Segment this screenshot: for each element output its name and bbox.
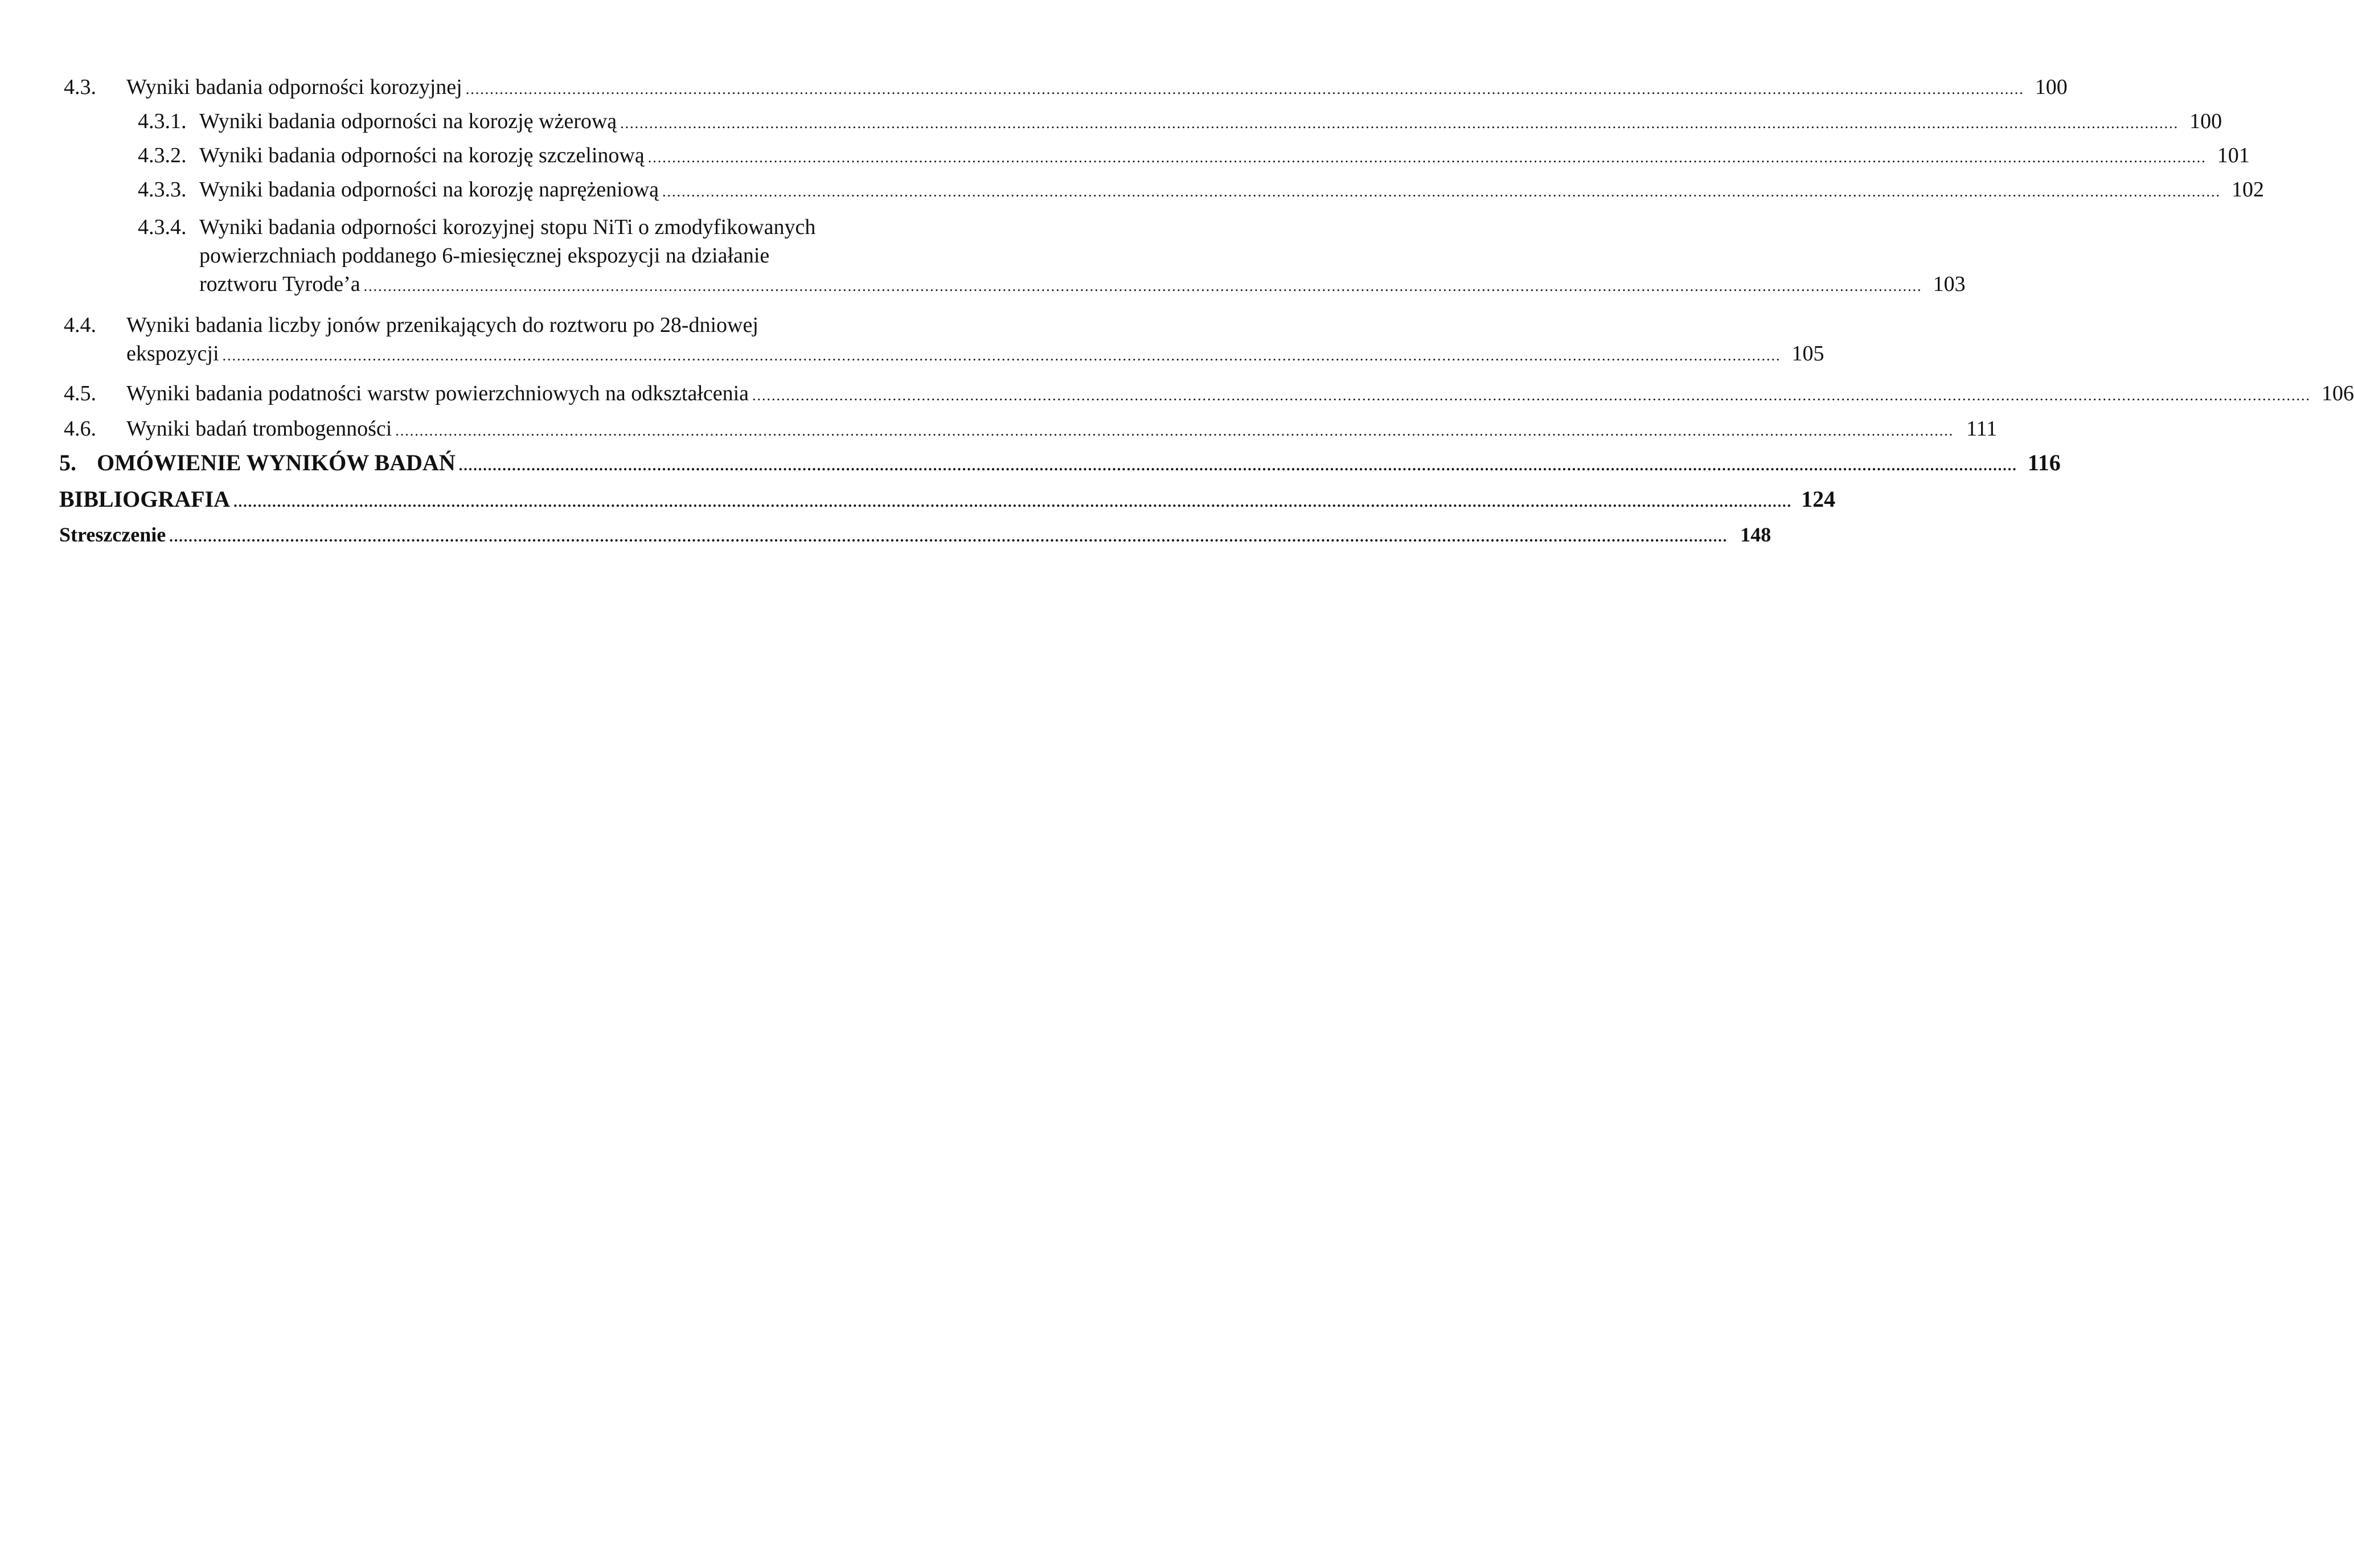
toc-entry-4-5[interactable] (64, 379, 2354, 410)
dot-leader (233, 488, 1792, 516)
dot-leader (620, 109, 2179, 138)
toc-entry-title: Wyniki badania podatności warstw powierzchniowych na odkształcenia (126, 381, 749, 405)
toc-entry-number: 4.6. (64, 417, 96, 441)
toc-entry-number: 4.3.1. (138, 109, 187, 133)
toc-entry-bibliografia[interactable] (59, 485, 1836, 516)
toc-entry-title-line-1: Wyniki badania odporności korozyjnej stopu NiTi o zmodyfikowanych (199, 215, 816, 239)
toc-entry-title-line-2: ekspozycji (126, 342, 219, 366)
toc-entry-title: Wyniki badań trombogenności (126, 417, 392, 441)
toc-entry-number: 4.3. (64, 75, 96, 99)
dot-leader (662, 178, 2221, 206)
dot-leader (169, 523, 1728, 551)
dot-leader (395, 417, 1954, 445)
toc-entry-4-3-1[interactable] (138, 107, 2222, 138)
toc-entry-4-3-4[interactable] (138, 213, 1966, 301)
toc-entry-4-6[interactable] (64, 414, 1998, 445)
toc-entry-page: 148 (1740, 523, 1771, 546)
toc-entry-4-3[interactable] (64, 73, 2068, 104)
toc-entry-title: BIBLIOGRAFIA (59, 486, 231, 512)
toc-entry-title: OMÓWIENIE WYNIKÓW BADAŃ (97, 450, 456, 475)
toc-entry-title-line-3: roztworu Tyrode’a (199, 272, 360, 296)
toc-entry-number: 4.5. (64, 381, 96, 405)
dot-leader (752, 381, 2311, 410)
toc-entry-page: 100 (2035, 75, 2068, 99)
toc-entry-title-line-2: powierzchniach poddanego 6-miesięcznej ekspozycji na działanie (199, 244, 770, 268)
toc-entry-page: 103 (1933, 272, 1966, 296)
toc-entry-title: Wyniki badania odporności korozyjnej (126, 75, 462, 99)
toc-entry-page: 111 (1966, 417, 1998, 441)
toc-entry-page: 105 (1791, 342, 1824, 366)
toc-entry-title: Wyniki badania odporności na korozję szczelinową (199, 143, 645, 167)
toc-entry-page: 116 (2027, 450, 2061, 475)
dot-leader (364, 272, 1922, 301)
toc-entry-streszczenie[interactable] (59, 520, 1771, 551)
toc-entry-4-3-2[interactable] (138, 141, 2250, 172)
toc-entry-page: 106 (2322, 381, 2354, 405)
toc-entry-number: 4.3.2. (138, 143, 187, 167)
dot-leader (223, 342, 1781, 370)
toc-entry-number: 4.3.3. (138, 178, 187, 202)
toc-entry-title: Wyniki badania odporności na korozję wżerową (199, 109, 617, 133)
toc-entry-title-line-1: Wyniki badania liczby jonów przenikających do roztworu po 28-dniowej (126, 313, 758, 337)
toc-entry-number: 4.3.4. (138, 215, 187, 239)
toc-entry-page: 101 (2217, 143, 2250, 167)
toc-entry-page: 124 (1801, 486, 1836, 512)
toc-entry-5[interactable] (59, 449, 2061, 480)
toc-entry-page: 102 (2232, 178, 2265, 202)
toc-entry-number: 4.4. (64, 313, 96, 337)
dot-leader (466, 75, 2024, 104)
toc-entry-title: Streszczenie (59, 523, 166, 546)
toc-entry-title: Wyniki badania odporności na korozję naprężeniową (199, 178, 659, 202)
toc-entry-4-3-3[interactable] (138, 175, 2265, 206)
dot-leader (459, 451, 2017, 480)
toc-entry-4-4[interactable] (64, 311, 1824, 370)
toc-entry-page: 100 (2189, 109, 2222, 133)
toc-entry-number: 5. (59, 450, 76, 475)
dot-leader (648, 143, 2207, 172)
